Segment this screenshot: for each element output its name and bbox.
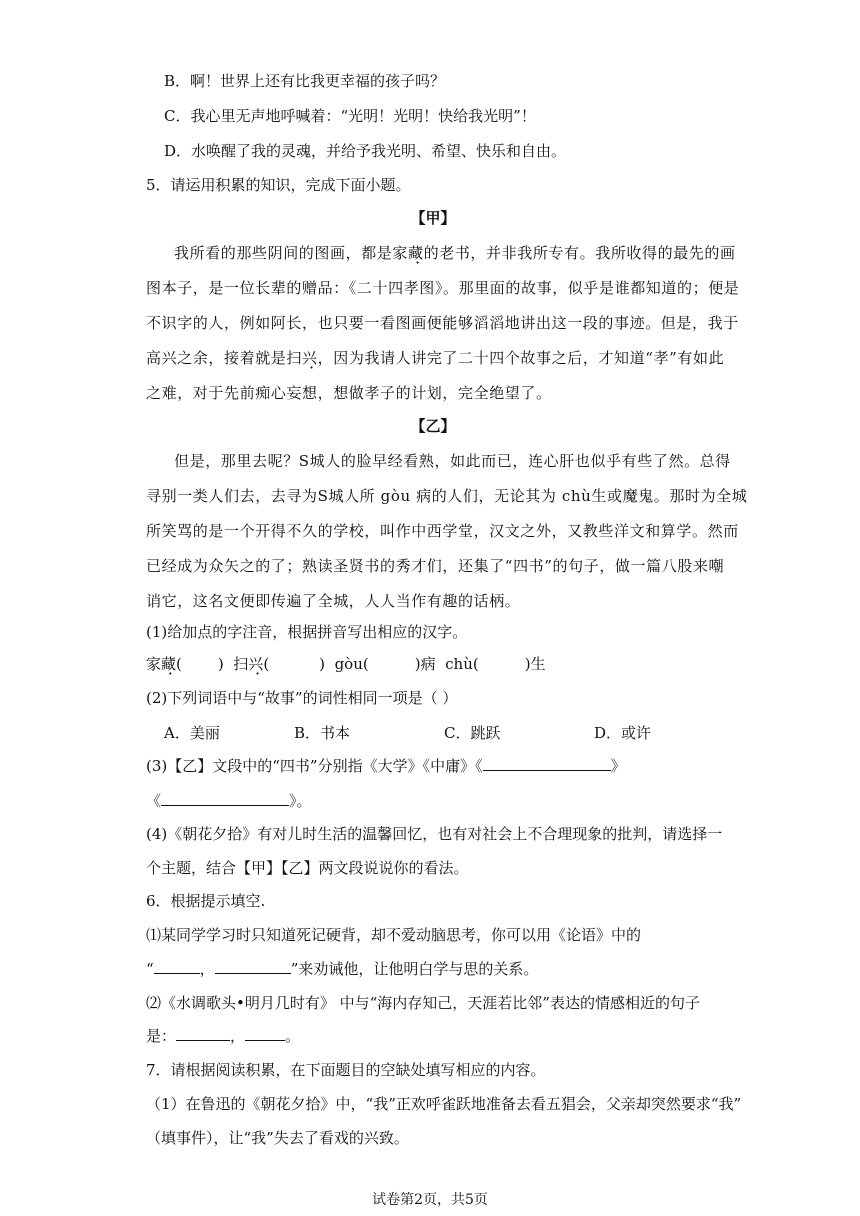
answer-blank[interactable] (215, 959, 291, 974)
q5-sub3-line2: 《 》。 (146, 792, 312, 810)
answer-blank[interactable] (483, 756, 611, 771)
q5-sub3-line1: (3)【乙】文段中的“四书”分别指《大学》《中庸》《 》 (146, 757, 626, 775)
yi-line-2: 寻别一类人们去，去寻为S城人所 gòu 病的人们，无论其为 chù生或魔鬼。那时为全城 (146, 487, 748, 505)
q5-sub2-option-a: A．美丽 (164, 724, 220, 742)
jia-title: 【甲】 (410, 209, 456, 227)
q5-sub1: (1)给加点的字注音，根据拼音写出相应的汉字。 (146, 623, 468, 641)
q4-option-b: B．啊！世界上还有比我更幸福的孩子吗？ (164, 72, 446, 90)
jia-line-4: 高兴之余，接着就是扫兴，因为我请人讲完了二十四个故事之后，才知道“孝”有如此 (146, 349, 725, 367)
q5-sub4-line2: 个主题，结合【甲】【乙】两文段说说你的看法。 (146, 859, 469, 877)
yi-line-3: 所笑骂的是一个开得不久的学校，叫作中西学堂，汉文之外，又教些洋文和算学。然而 (146, 522, 739, 540)
answer-blank[interactable] (154, 959, 200, 974)
yi-line-5: 诮它，这名文便即传遍了全城，人人当作有趣的话柄。 (146, 592, 521, 610)
yi-title: 【乙】 (410, 417, 456, 435)
yi-line-1: 但是，那里去呢？S城人的脸早经看熟，如此而已，连心肝也似乎有些了然。总得 (174, 452, 731, 470)
answer-blank[interactable] (176, 1026, 230, 1041)
q5-sub2-option-d: D．或许 (594, 724, 652, 742)
answer-blank[interactable] (245, 1026, 285, 1041)
q6-item2-line1: ⑵《水调歌头•明月几时有》 中与“海内存知己，天涯若比邻”表达的情感相近的句子 (146, 994, 700, 1012)
q4-option-c: C．我心里无声地呼喊着：“光明！光明！快给我光明”！ (164, 107, 536, 125)
q7-item1-line2: （填事件），让“我”失去了看戏的兴致。 (146, 1129, 409, 1147)
q5-sub2-option-b: B．书本 (294, 724, 351, 742)
q5-sub2-option-c: C．跳跃 (444, 724, 501, 742)
q5-sub1-items: 家藏( ) 扫兴( ) gòu( )病 chù( )生 (146, 655, 546, 673)
q6-item1-line1: ⑴某同学学习时只知道死记硬背，却不爱动脑思考，你可以用《论语》中的 (146, 926, 642, 944)
page-footer: 试卷第2页，共5页 (372, 1192, 488, 1208)
jia-line-2: 图本子，是一位长辈的赠品：《二十四孝图》。那里面的故事，似乎是谁都知道的；便是 (146, 279, 740, 297)
q6-stem: 6．根据提示填空. (146, 892, 266, 910)
yi-line-4: 已经成为众矢之的了；熟读圣贤书的秀才们，还集了“四书”的句子，做一篇八股来嘲 (146, 557, 725, 575)
answer-blank[interactable] (161, 791, 289, 806)
jia-line-3: 不识字的人，例如阿长，也只要一看图画便能够滔滔地讲出这一段的事迹。但是，我于 (146, 314, 739, 332)
q5-stem: 5．请运用积累的知识，完成下面小题。 (146, 176, 411, 194)
q5-sub2: (2)下列词语中与“故事”的词性相同一项是（ ） (146, 689, 458, 707)
q6-item1-line2: “ ， ”来劝诫他，让他明白学与思的关系。 (146, 960, 539, 978)
jia-line-1: 我所看的那些阴间的图画，都是家藏的老书，并非我所专有。我所收得的最先的画 (174, 244, 736, 262)
q4-option-d: D．水唤醒了我的灵魂，并给予我光明、希望、快乐和自由。 (164, 142, 567, 160)
q5-sub4-line1: (4)《朝花夕拾》有对儿时生活的温馨回忆，也有对社会上不合理现象的批判，请选择一 (146, 825, 723, 843)
jia-line-5: 之难，对于先前痴心妄想，想做孝子的计划，完全绝望了。 (146, 384, 552, 402)
q6-item2-line2: 是： ， 。 (146, 1027, 301, 1045)
q7-item1-line1: （1）在鲁迅的《朝花夕拾》中，“我”正欢呼雀跃地准备去看五猖会，父亲却突然要求“我” (146, 1095, 742, 1113)
q7-stem: 7．请根据阅读积累，在下面题目的空缺处填写相应的内容。 (146, 1061, 546, 1079)
